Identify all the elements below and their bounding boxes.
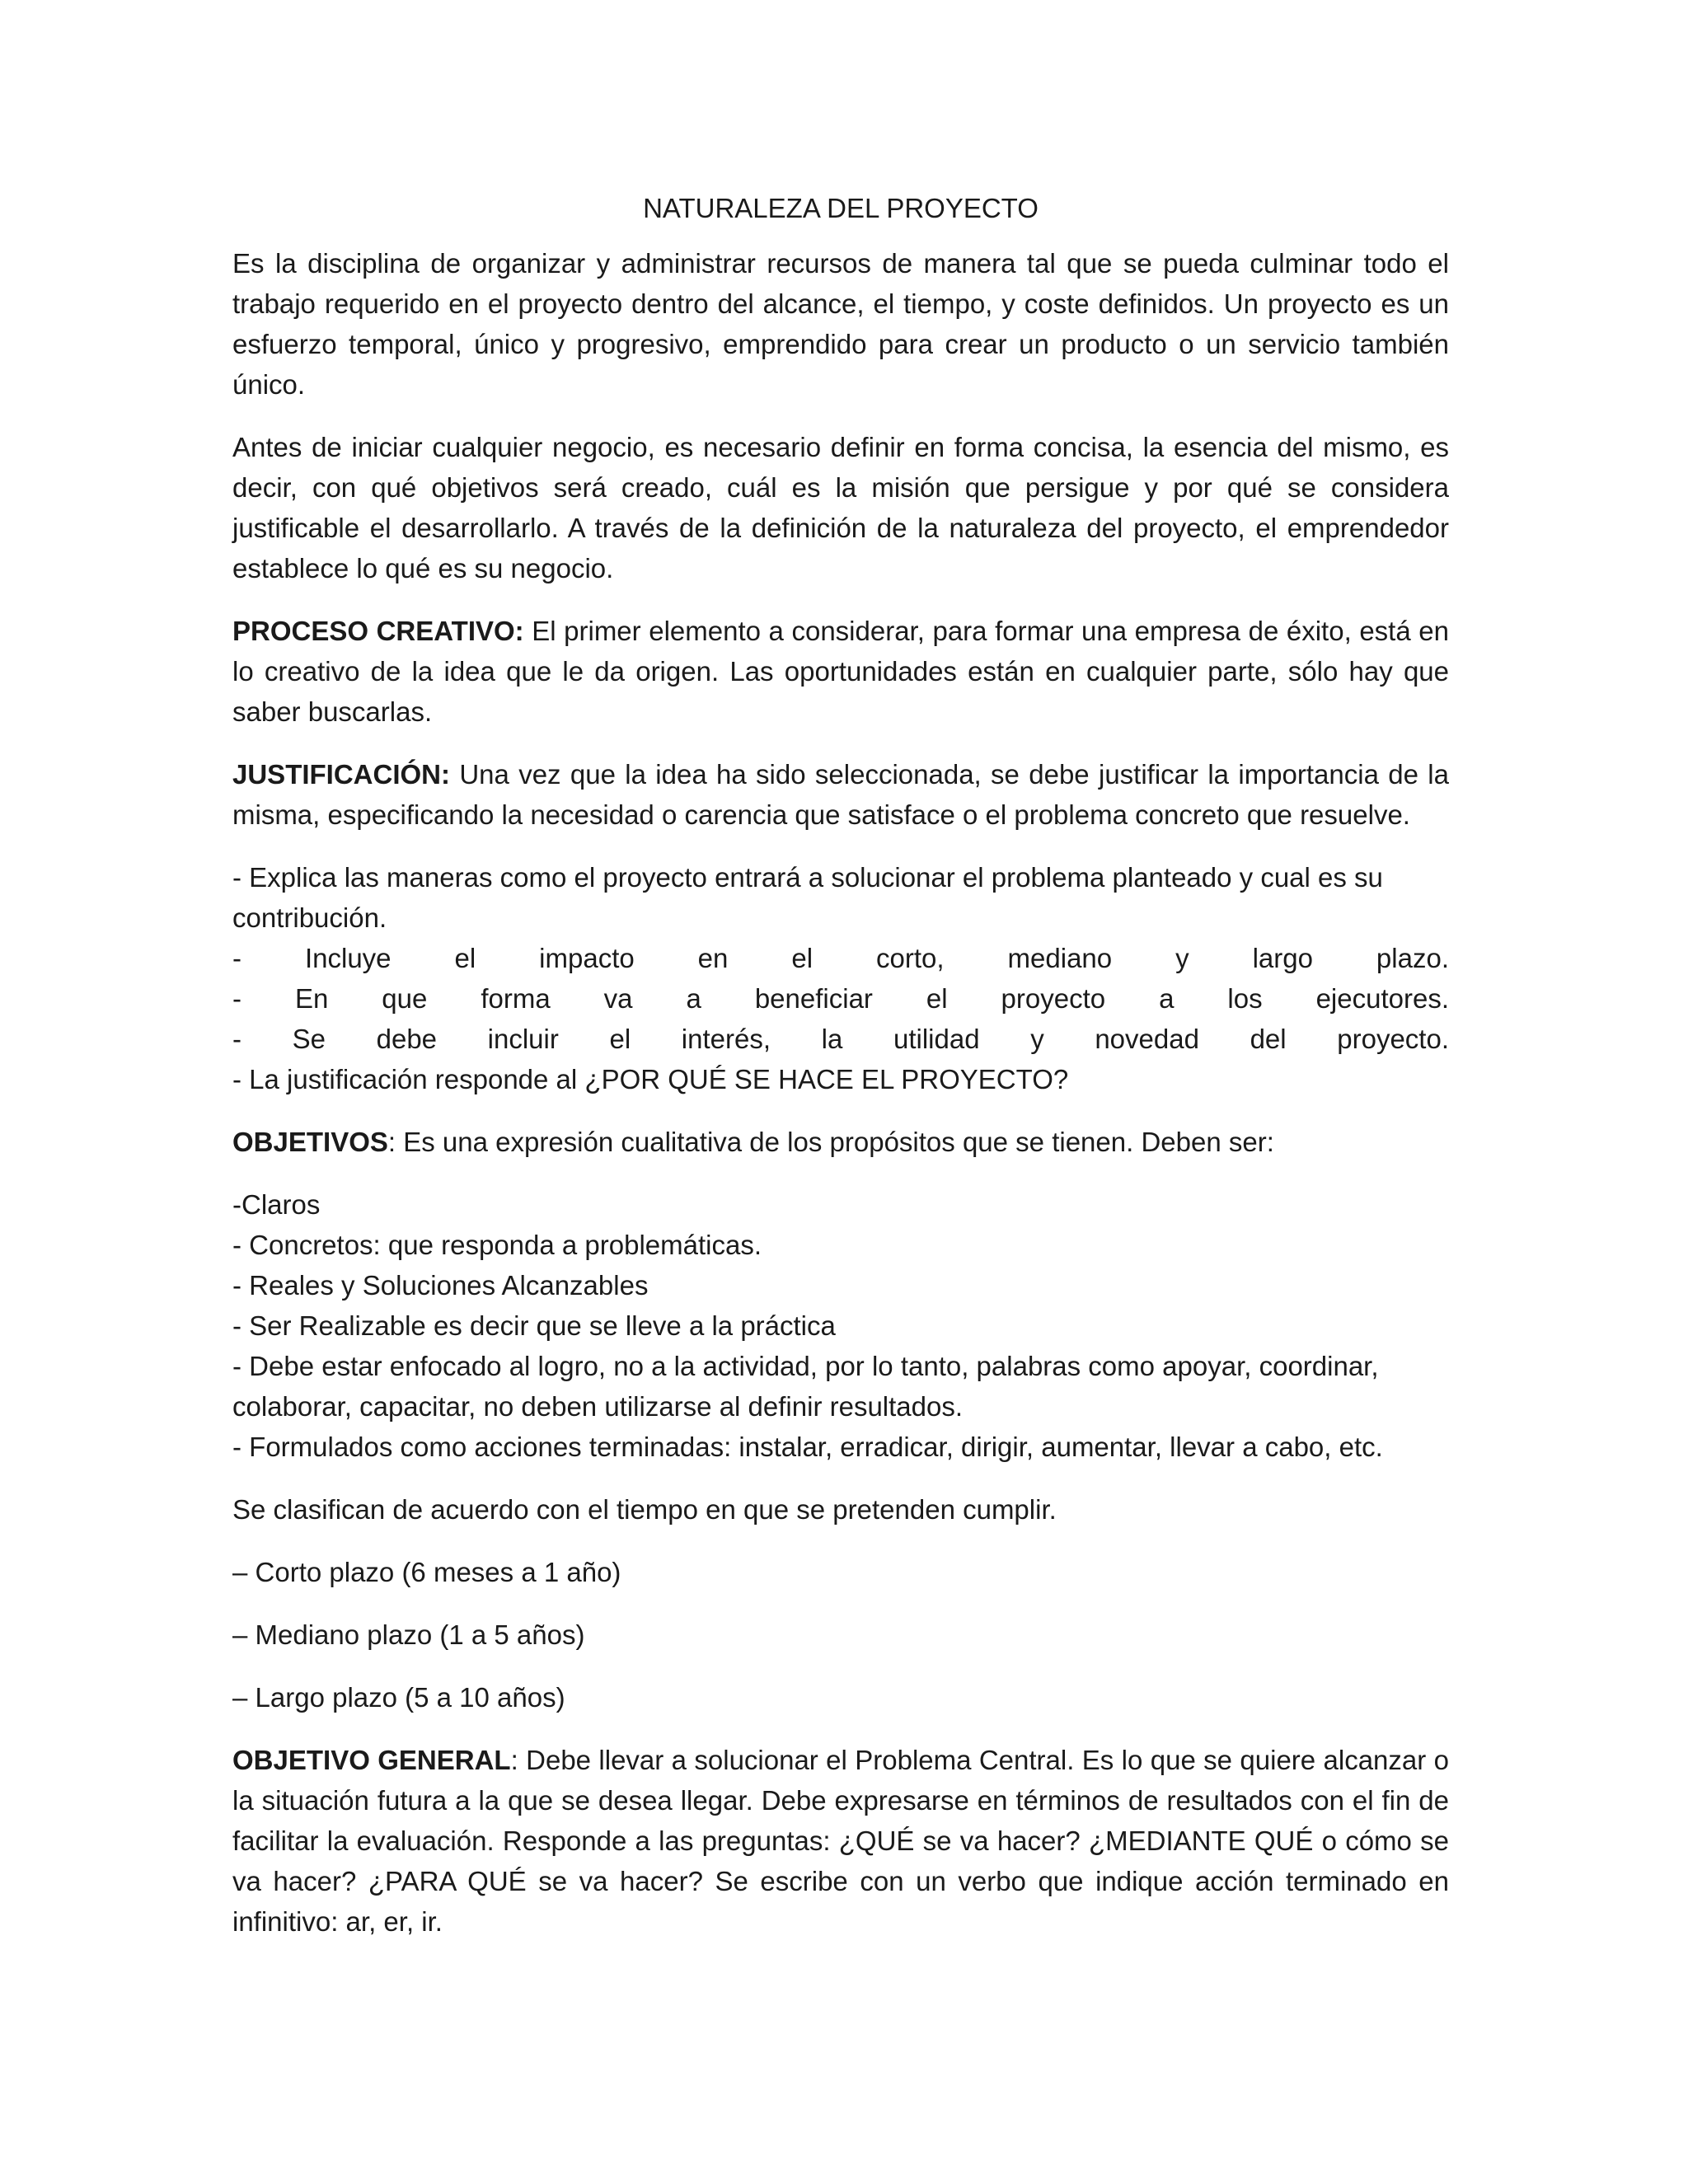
intro-paragraph-2: Antes de iniciar cualquier negocio, es necesario definir en forma concisa, la esencia del mismo, es decir, con qué objetivos será creado, cuál es la misión que persigue y por qué se considera justificable el desarrollarlo. A través de la definición de la naturaleza del proyecto, el emprendedor establece lo qué es su negocio. — [232, 432, 1449, 583]
objetivo-general-label: OBJETIVO GENERAL — [232, 1745, 511, 1775]
objetivos-text: : Es una expresión cualitativa de los propósitos que se tienen. Deben ser: — [387, 1127, 1274, 1157]
justificacion-text: Una vez que la idea ha sido seleccionada, se debe justificar la importancia de la misma, especificando la necesidad o carencia que satisface o el problema concreto que resuelve. — [232, 759, 1449, 830]
list-item: - La justificación responde al ¿POR QUÉ SE HACE EL PROYECTO? — [232, 1064, 1069, 1094]
objetivos-list — [232, 1184, 1449, 1467]
list-item: -Claros — [232, 1189, 321, 1220]
list-item: - Se debe incluir el interés, la utilidad y novedad del proyecto. — [232, 1024, 1449, 1054]
plazo-item-mediano: – Mediano plazo (1 a 5 años) — [232, 1619, 585, 1650]
objetivo-general-text: : Debe llevar a solucionar el Problema Central. Es lo que se quiere alcanzar o la situación futura a la que se desea llegar. Debe expresarse en términos de resultados con el fin de facilitar la evaluación. Responde a las preguntas: ¿QUÉ se va hacer? ¿MEDIANTE QUÉ o cómo se va hacer? ¿PARA QUÉ se va hacer? Se escribe con un verbo que indique acción terminado en infinitivo: ar, er, ir. — [232, 1745, 1449, 1937]
list-item: - En que forma va a beneficiar el proyecto a los ejecutores. — [232, 983, 1449, 1014]
list-item: - Ser Realizable es decir que se lleve a la práctica — [232, 1310, 836, 1341]
list-item: - Reales y Soluciones Alcanzables — [232, 1270, 649, 1301]
list-item: - Concretos: que responda a problemáticas. — [232, 1230, 762, 1260]
justificacion-label: JUSTIFICACIÓN: — [232, 759, 450, 790]
objetivos-paragraph — [232, 1122, 1449, 1162]
objetivo-general-paragraph — [232, 1740, 1449, 1942]
proceso-creativo-text: El primer elemento a considerar, para formar una empresa de éxito, está en lo creativo de la idea que le da origen. Las oportunidades están en cualquier parte, sólo hay que saber buscarlas. — [232, 616, 1449, 727]
proceso-creativo-label: PROCESO CREATIVO: — [232, 616, 524, 646]
objetivos-label: OBJETIVOS — [232, 1127, 388, 1157]
document-body — [232, 188, 1449, 1964]
list-item: - Formulados como acciones terminadas: instalar, erradicar, dirigir, aumentar, llevar a cabo, etc. — [232, 1432, 1383, 1462]
plazo-item-largo: – Largo plazo (5 a 10 años) — [232, 1682, 565, 1713]
proceso-creativo-paragraph — [232, 611, 1449, 732]
plazo-item-corto: – Corto plazo (6 meses a 1 año) — [232, 1557, 621, 1587]
document-title: NATURALEZA DEL PROYECTO — [643, 193, 1039, 223]
list-item: - Incluye el impacto en el corto, mediano y largo plazo. — [232, 943, 1449, 973]
justificacion-list — [232, 857, 1449, 1099]
clasifican-paragraph: Se clasifican de acuerdo con el tiempo en que se pretenden cumplir. — [232, 1494, 1057, 1525]
list-item: - Debe estar enfocado al logro, no a la actividad, por lo tanto, palabras como apoyar, coordinar, colaborar, capacitar, no deben utilizarse al definir resultados. — [232, 1351, 1379, 1422]
justificacion-paragraph — [232, 754, 1449, 835]
list-item: - Explica las maneras como el proyecto entrará a solucionar el problema planteado y cual es su contribución. — [232, 862, 1383, 933]
intro-paragraph-1: Es la disciplina de organizar y administrar recursos de manera tal que se pueda culminar todo el trabajo requerido en el proyecto dentro del alcance, el tiempo, y coste definidos. Un proyecto es un esfuerzo temporal, único y progresivo, emprendido para crear un producto o un servicio también único. — [232, 248, 1449, 400]
